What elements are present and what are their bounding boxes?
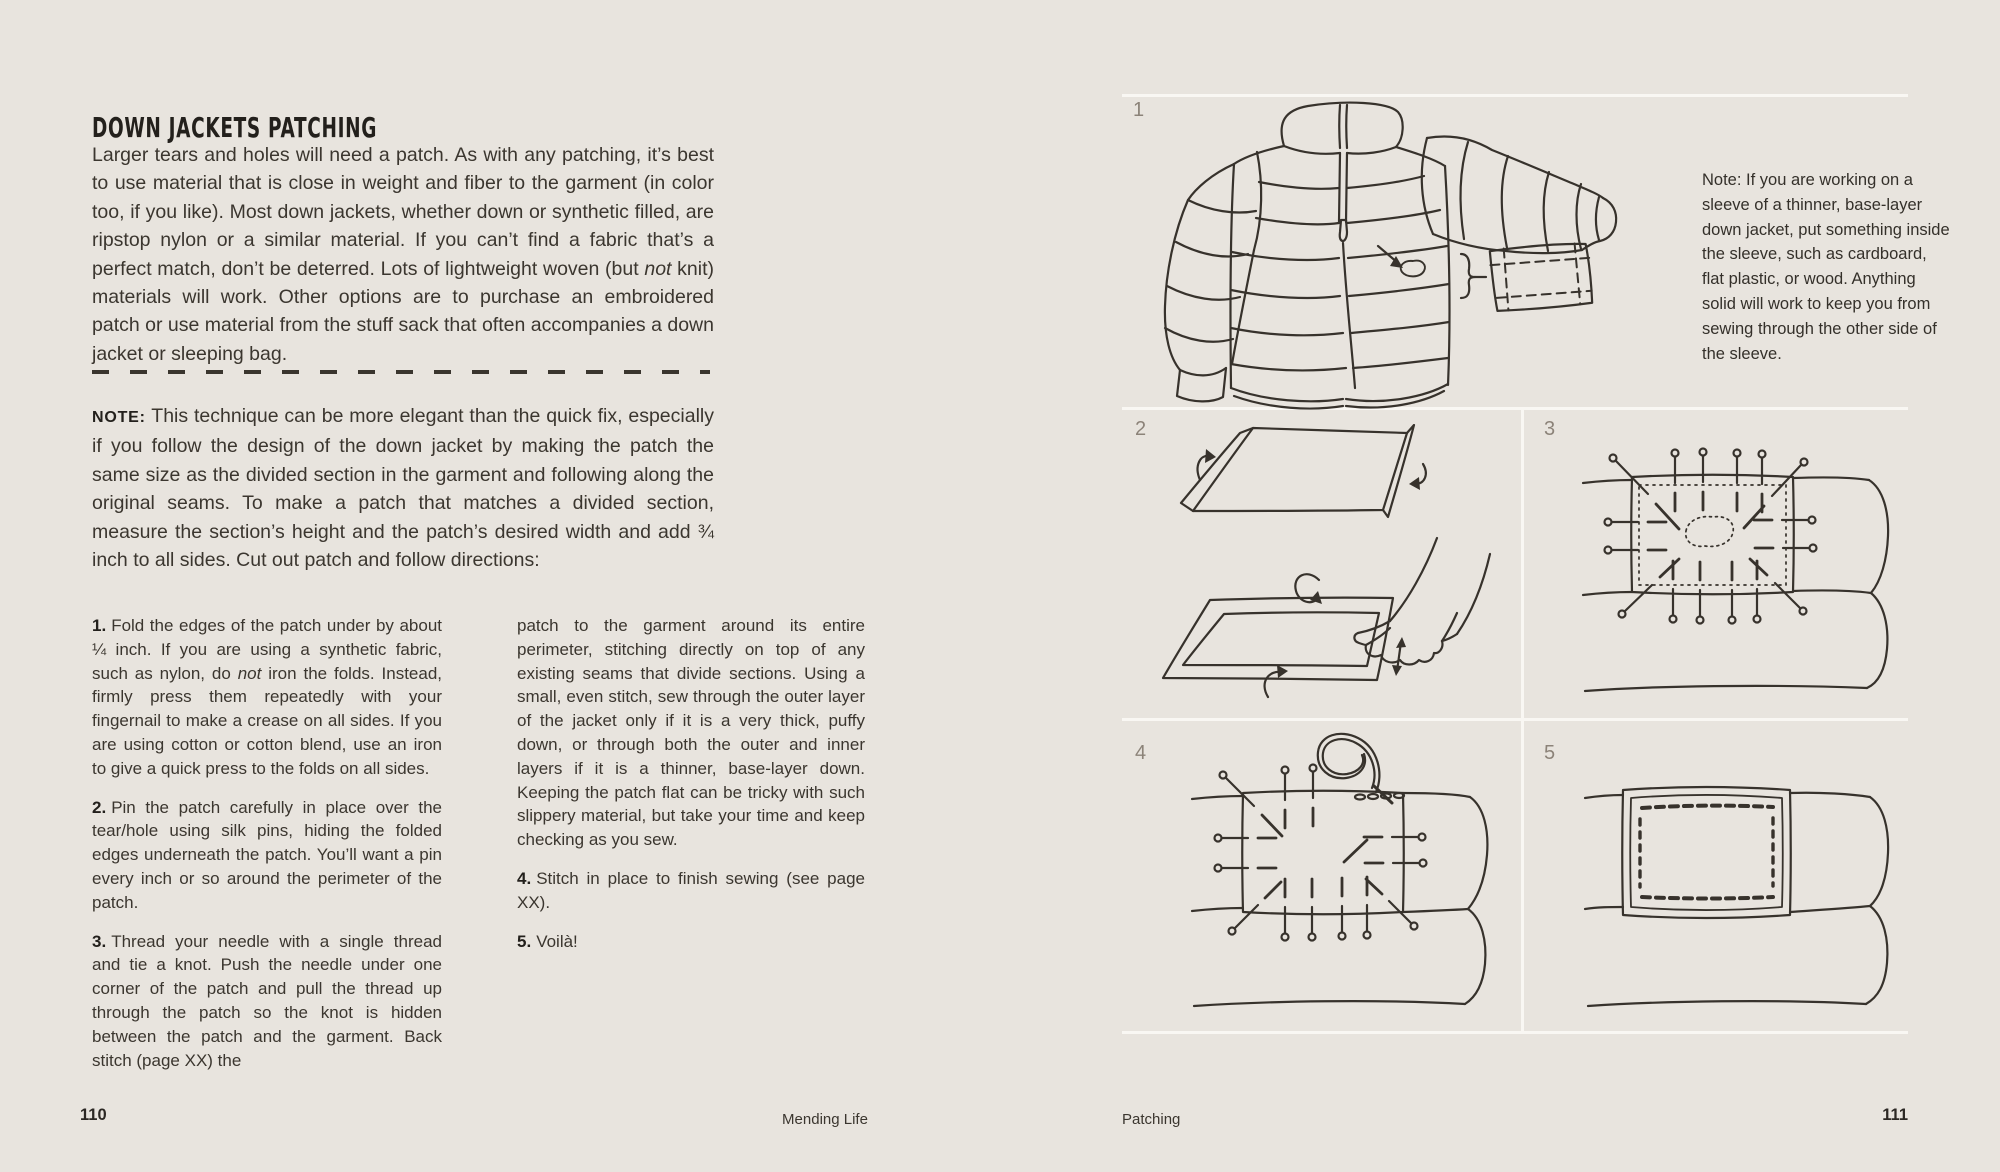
note-label: NOTE: bbox=[92, 409, 146, 426]
panel-1-label: 1 bbox=[1133, 99, 1145, 121]
instructions-column-2 bbox=[517, 614, 865, 968]
corner-pins bbox=[1220, 772, 1418, 935]
pinned-patch-illustration bbox=[1560, 430, 1902, 702]
note-body: This technique can be more elegant than the quick fix, especially if you follow the design of the down jacket by making the patch the same size as the divided section in the garment and following along the original seams. To make a patch that matches a divided section, measure the section’s height and the patch’s desired width and add ¾ inch to all sides. Cut out patch and follow directions: bbox=[92, 405, 714, 572]
page-number-left: 110 bbox=[80, 1106, 107, 1124]
sewing-patch-illustration bbox=[1148, 726, 1496, 1018]
jacket-illustration bbox=[1150, 100, 1630, 412]
step-3-continued: patch to the garment around its entire perimeter, stitching directly on top of any existing seams that divide sections. Using a small, even stitch, sew through the outer layer of the jacket only if it is a very thick, puffy down, or through both the outer and inner layers if it is a thinner, base-layer down. Keeping the patch flat can be tricky with such slippery material, but take your time and keep checking as you sew. bbox=[517, 616, 865, 850]
panel-2-label: 2 bbox=[1135, 418, 1147, 440]
hand-drawing bbox=[1354, 538, 1490, 665]
instructions-column-1 bbox=[92, 614, 442, 1087]
running-title-book: Mending Life bbox=[782, 1111, 868, 1128]
panel-5-label: 5 bbox=[1544, 742, 1556, 764]
step-2: 2. Pin the patch carefully in place over the tear/hole using silk pins, hiding the folded edges underneath the patch. You’ll want a pin every inch or so around the perimeter of the patch. bbox=[92, 797, 442, 912]
intro-text-end: knit) materials will work. Other options are to purchase an embroidered patch or use material from the stuff sack that often accompanies a down jacket or sleeping bag. bbox=[92, 257, 715, 365]
intro-text: Larger tears and holes will need a patch. As with any patching, it’s best to use material that is close in weight and fiber to the garment (in color too, if you like). Most down jackets, whether down or synthetic filled, are ripstop nylon or a similar material. If you can’t find a fabric that’s a perfect match, don’t be deterred. Lots of lightweight woven (but bbox=[92, 144, 714, 280]
intro-paragraph bbox=[92, 141, 714, 368]
step-1: 1. Fold the edges of the patch under by about ¼ inch. If you are using a synthetic fabric, such as nylon, do not iron the folds. Instead, firmly press them repeatedly with your fingernail to make a crease on all sides. If you are using cotton or cotton blend, use an iron to give a quick press to the folds on all sides. bbox=[92, 616, 442, 778]
sleeve-note: Note: If you are working on a sleeve of a thinner, base-layer down jacket, put something inside the sleeve, such as cardboard, flat plastic, or wood. Anything solid will work to keep you from sewing through the other side of the sleeve. bbox=[1702, 171, 1950, 363]
panel-rule-vertical bbox=[1521, 407, 1524, 1034]
step-3: 3. Thread your needle with a single thread and tie a knot. Push the needle under one corner of the patch and pull the thread up through the patch so the knot is hidden between the patch and the garment. Back stitch (page XX) the bbox=[92, 931, 442, 1070]
running-title-chapter: Patching bbox=[1122, 1111, 1181, 1128]
page-title: DOWN JACKETS PATCHING bbox=[92, 110, 378, 144]
panel-3-label: 3 bbox=[1544, 418, 1556, 440]
panel-rule-top bbox=[1122, 94, 1908, 97]
step-3-number: 3. bbox=[92, 931, 107, 951]
step-5: 5. Voilà! bbox=[517, 931, 578, 951]
panel-rule-bottom bbox=[1122, 1031, 1908, 1034]
finished-patch-illustration bbox=[1560, 740, 1902, 1016]
step-4: 4. Stitch in place to finish sewing (see page XX). bbox=[517, 868, 865, 912]
step-4-number: 4. bbox=[517, 868, 532, 888]
patch-measure-bracket bbox=[1461, 254, 1486, 298]
panel-4-label: 4 bbox=[1135, 742, 1147, 764]
dashed-divider bbox=[92, 370, 710, 374]
panel-rule-mid2 bbox=[1122, 718, 1908, 721]
step-5-number: 5. bbox=[517, 931, 532, 951]
intro-italic-word: not bbox=[644, 257, 672, 280]
page-number-right: 111 bbox=[1882, 1106, 1908, 1124]
step-2-number: 2. bbox=[92, 797, 107, 817]
note-paragraph bbox=[92, 402, 714, 574]
patch-folding-illustration bbox=[1148, 424, 1500, 714]
step-1-number: 1. bbox=[92, 616, 107, 635]
